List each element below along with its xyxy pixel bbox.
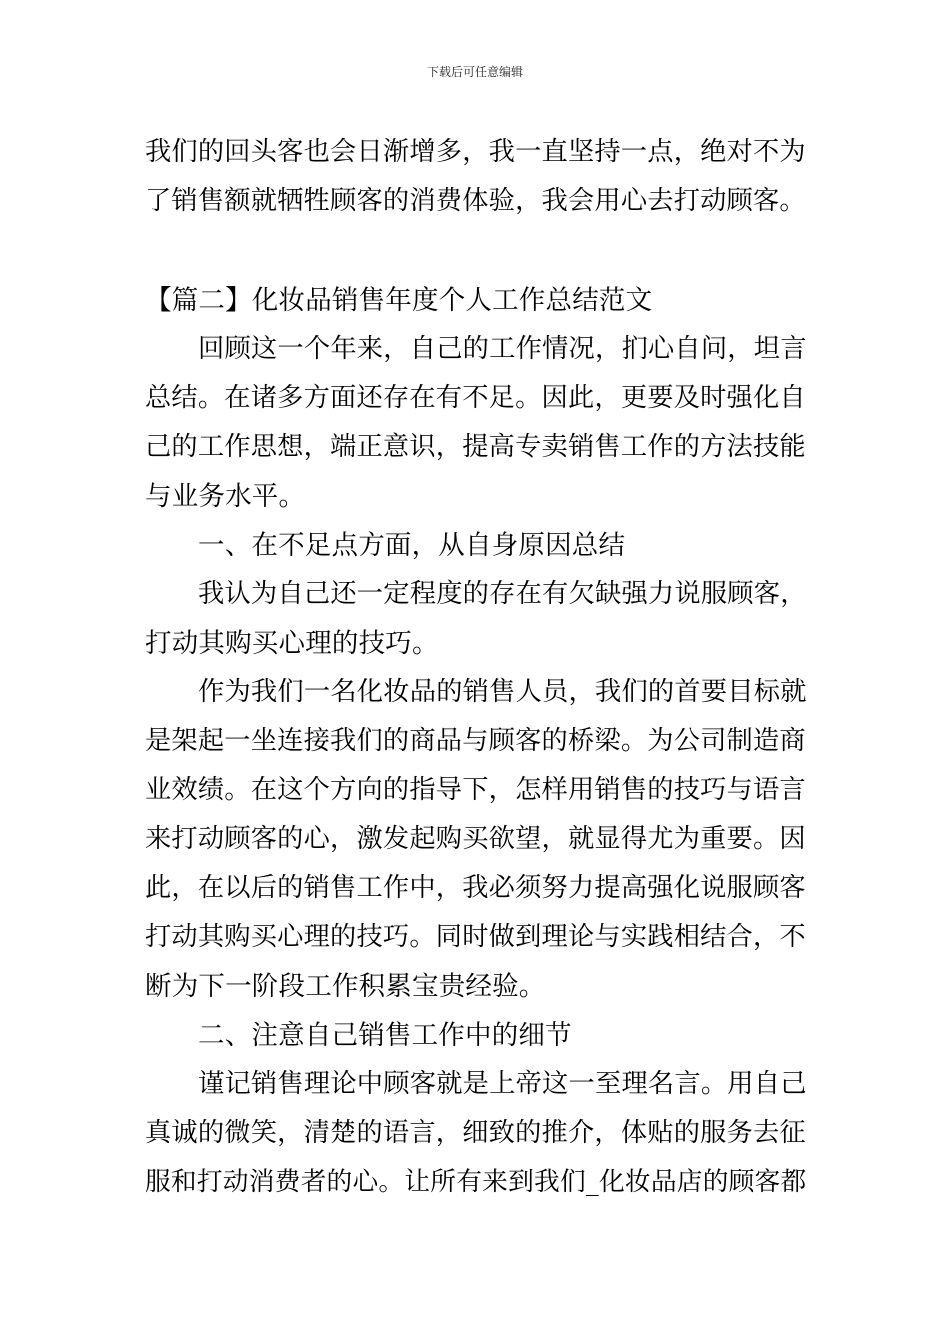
text-line: 断为下一阶段工作积累宝贵经验。 [145, 971, 546, 1002]
text-line: 回顾这一个年来，自己的工作情况，扪心自问，坦言 [198, 334, 807, 364]
text-line: 与业务水平。 [145, 481, 306, 512]
text-line: 是架起一坐连接我们的商品与顾客的桥梁。为公司制造商 [145, 726, 806, 756]
page-header: 下载后可任意编辑 [426, 65, 523, 79]
text-line: 二、注意自己销售工作中的细节 [198, 1020, 572, 1051]
text-line: 来打动顾客的心，激发起购买欲望，就显得尤为重要。因 [145, 824, 806, 854]
text-line: 服和打动消费者的心。让所有来到我们_化妆品店的顾客都 [145, 1167, 807, 1197]
text-line: 此，在以后的销售工作中，我必须努力提高强化说服顾客 [145, 873, 806, 903]
text-line: 作为我们一名化妆品的销售人员，我们的首要目标就 [198, 677, 807, 707]
text-line: 真诚的微笑，清楚的语言，细致的推介，体贴的服务去征 [145, 1118, 806, 1148]
text-line: 一、在不足点方面，从自身原因总结 [198, 530, 626, 561]
text-line: 打动其购买心理的技巧。 [145, 628, 439, 659]
text-line: 我们的回头客也会日渐增多，我一直坚持一点，绝对不为 [145, 137, 806, 167]
section-heading: 【篇二】化妆品销售年度个人工作总结范文 [145, 285, 653, 316]
document-body [145, 128, 810, 1207]
text-line: 谨记销售理论中顾客就是上帝这一至理名言。用自己 [198, 1069, 807, 1099]
blank-line [145, 226, 810, 276]
text-line: 总结。在诸多方面还存在有不足。因此，更要及时强化自 [145, 383, 806, 413]
text-line: 业效绩。在这个方向的指导下，怎样用销售的技巧与语言 [145, 775, 806, 805]
text-line: 己的工作思想，端正意识，提高专卖销售工作的方法技能 [145, 432, 806, 462]
text-line: 打动其购买心理的技巧。同时做到理论与实践相结合，不 [145, 922, 806, 952]
text-line: 我认为自己还一定程度的存在有欠缺强力说服顾客， [198, 579, 807, 609]
text-line: 了销售额就牺牲顾客的消费体验，我会用心去打动顾客。 [145, 186, 806, 216]
